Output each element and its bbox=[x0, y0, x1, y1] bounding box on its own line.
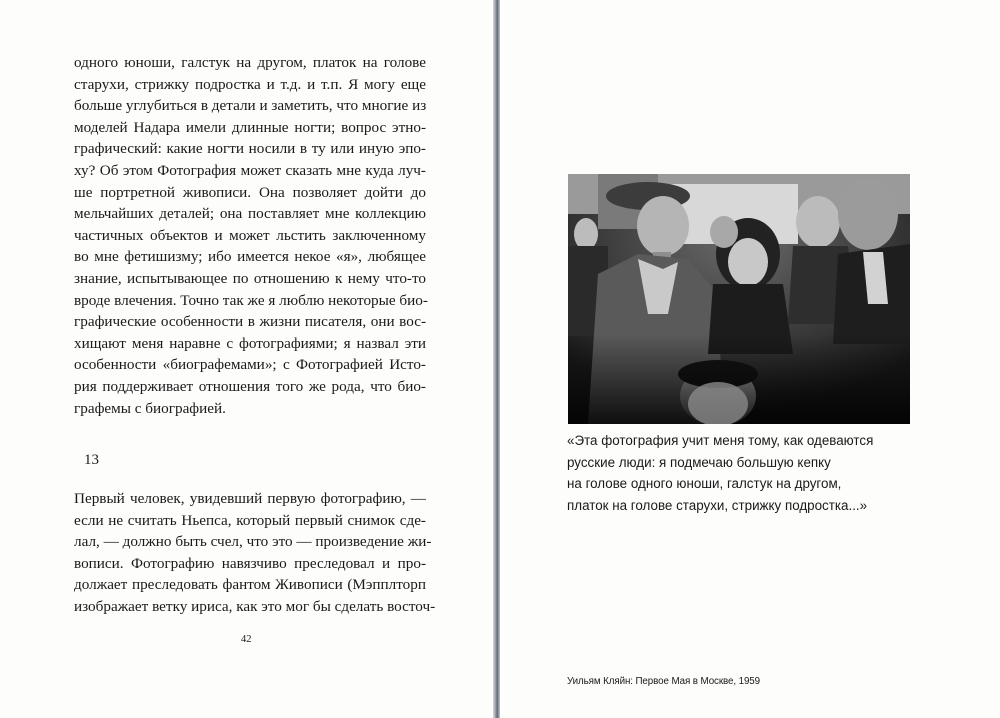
text-line: ху? Об этом Фотография может сказать мне куда луч- bbox=[74, 161, 426, 179]
text-line: графический: какие ногти носили в ту или иную эпо- bbox=[74, 140, 426, 158]
text-line: знание, испытывающее по отношению к нему что-то bbox=[74, 269, 426, 287]
paragraph-1 bbox=[74, 52, 426, 419]
caption-line: «Эта фотография учит меня тому, как одеваются bbox=[567, 433, 874, 448]
text-line: хищают меня наравне с фотографиями; я назвал эти bbox=[74, 334, 426, 352]
photograph-illustration bbox=[568, 174, 910, 424]
caption-line: русские люди: я подмечаю большую кепку bbox=[567, 454, 831, 470]
caption-line: платок на голове старухи, стрижку подростка...» bbox=[567, 497, 868, 513]
text-line: графические особенности в жизни писателя, они вос- bbox=[74, 313, 426, 331]
text-line: ше портретной живописи. Она позволяет дойти до bbox=[74, 183, 426, 201]
text-line: особенности «биографемами»; с Фотографией Исто- bbox=[74, 356, 426, 374]
text-line: Первый человек, увидевший первую фотографию, — bbox=[74, 490, 426, 507]
paragraph-2 bbox=[74, 488, 436, 618]
book-gutter bbox=[493, 0, 500, 718]
text-line: во мне фетишизму; ибо имеется некое «я», любящее bbox=[74, 248, 426, 266]
photograph bbox=[568, 174, 910, 424]
text-line: моделей Надара имели длинные ногти; вопрос этно- bbox=[74, 118, 426, 136]
page-number: 42 bbox=[241, 634, 252, 645]
text-line: вроде влечения. Точно так же я люблю некоторые био- bbox=[74, 291, 428, 309]
photo-caption bbox=[567, 430, 917, 516]
caption-line: на голове одного юноши, галстук на другом, bbox=[567, 476, 842, 491]
photo-credit: Уильям Кляйн: Первое Мая в Москве, 1959 bbox=[567, 676, 761, 687]
text-line: рия поддерживает отношения того же рода, что био- bbox=[74, 377, 426, 395]
text-line: должает преследовать фантом Живописи (Мэпплторп bbox=[74, 576, 426, 594]
text-line: если не считать Ньепса, который первый снимок сде- bbox=[74, 511, 426, 529]
text-line: одного юноши, галстук на другом, платок на голове bbox=[74, 54, 426, 71]
text-line: больше углубиться в детали и заметить, что многие из bbox=[74, 97, 427, 115]
text-line: изображает ветку ириса, как это мог бы сделать восточ- bbox=[74, 597, 436, 615]
text-line: лал, — должно быть счел, что это — произведение жи- bbox=[74, 533, 432, 551]
left-page bbox=[0, 0, 493, 718]
text-line: мельчайших деталей; она поставляет мне коллекцию bbox=[74, 205, 426, 223]
section-number: 13 bbox=[84, 452, 99, 468]
text-line: графемы с биографией. bbox=[74, 399, 226, 417]
text-line: старухи, стрижку подростка и т.д. и т.п. Я могу еще bbox=[74, 75, 426, 93]
text-line: вописи. Фотографию навязчиво преследовал и про- bbox=[74, 554, 426, 572]
text-line: частичных объектов и может льстить заключенному bbox=[74, 226, 426, 244]
